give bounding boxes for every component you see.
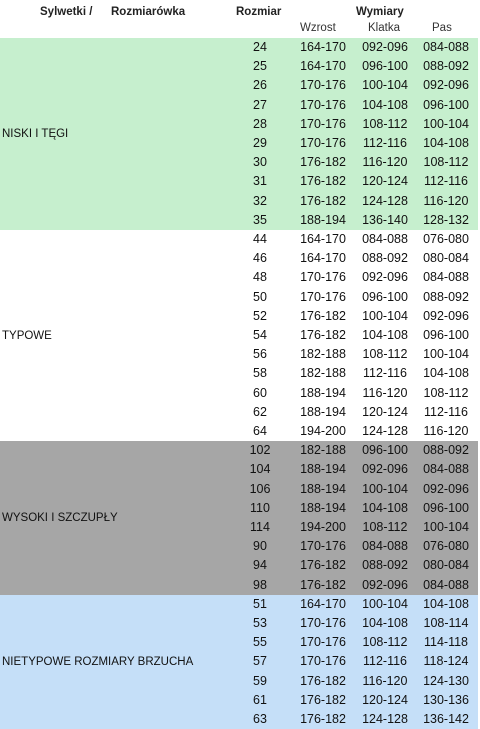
height-cell: 170-176 [300, 116, 346, 131]
chest-cell: 108-112 [362, 635, 408, 650]
waist-cell: 084-088 [423, 462, 469, 477]
height-cell: 194-200 [300, 424, 346, 438]
waist-cell: 108-112 [423, 385, 469, 400]
height-cell: 164-170 [300, 232, 346, 246]
table-row [0, 460, 478, 479]
chest-cell: 100-104 [362, 481, 408, 496]
waist-cell: 114-118 [423, 635, 469, 650]
size-cell: 94 [253, 558, 267, 573]
chest-cell: 084-088 [362, 232, 408, 246]
height-cell: 170-176 [300, 615, 346, 630]
height-cell: 188-194 [300, 481, 346, 496]
table-row [0, 192, 478, 211]
size-cell: 50 [253, 289, 267, 304]
height-cell: 176-182 [300, 673, 346, 688]
height-cell: 170-176 [300, 654, 346, 669]
table-row [0, 576, 478, 595]
size-cell: 52 [253, 308, 267, 323]
size-cell: 35 [253, 212, 267, 227]
size-cell: 59 [253, 673, 267, 688]
chest-cell: 108-112 [362, 347, 408, 362]
table-row [0, 153, 478, 172]
size-cell: 51 [253, 596, 267, 611]
height-cell: 164-170 [300, 596, 346, 611]
waist-cell: 116-120 [423, 193, 469, 208]
waist-cell: 130-136 [423, 692, 469, 707]
size-cell: 55 [253, 635, 267, 650]
height-cell: 176-182 [300, 155, 346, 170]
height-cell: 182-188 [300, 347, 346, 362]
waist-cell: 108-114 [423, 615, 469, 630]
chest-cell: 120-124 [362, 404, 408, 419]
table-row [0, 518, 478, 537]
waist-cell: 084-088 [423, 40, 469, 54]
group-label: NIETYPOWE ROZMIARY BRZUCHA [2, 655, 194, 668]
height-cell: 176-182 [300, 558, 346, 573]
size-cell: 63 [253, 711, 267, 726]
header-rozmiarowka: Rozmiarówka [111, 6, 186, 18]
size-cell: 46 [253, 251, 267, 266]
waist-cell: 104-108 [423, 366, 469, 381]
table-row [0, 268, 478, 287]
chest-cell: 116-120 [362, 385, 408, 400]
size-cell: 56 [253, 347, 267, 362]
height-cell: 176-182 [300, 711, 346, 726]
height-cell: 182-188 [300, 366, 346, 381]
waist-cell: 100-104 [423, 347, 469, 362]
size-cell: 62 [253, 404, 267, 419]
size-cell: 30 [253, 155, 267, 170]
table-row [0, 364, 478, 383]
table-row [0, 441, 478, 460]
size-cell: 64 [253, 424, 267, 438]
height-cell: 170-176 [300, 635, 346, 650]
chest-cell: 096-100 [362, 59, 408, 74]
height-cell: 176-182 [300, 328, 346, 342]
chest-cell: 124-128 [362, 711, 408, 726]
header-wymiary: Wymiary [356, 6, 404, 18]
table-row [0, 230, 478, 249]
size-cell: 44 [253, 232, 267, 246]
waist-cell: 076-080 [423, 539, 469, 554]
waist-cell: 116-120 [423, 424, 469, 438]
table-row [0, 672, 478, 691]
chest-cell: 124-128 [362, 193, 408, 208]
size-cell: 102 [249, 443, 271, 458]
chest-cell: 112-116 [362, 136, 408, 150]
table-row [0, 710, 478, 729]
waist-cell: 112-116 [423, 404, 469, 419]
waist-cell: 088-092 [423, 59, 469, 74]
chest-cell: 120-124 [362, 174, 408, 189]
waist-cell: 104-108 [423, 596, 469, 611]
waist-cell: 096-100 [423, 97, 469, 112]
table-row [0, 249, 478, 268]
height-cell: 188-194 [300, 404, 346, 419]
table-row [0, 38, 478, 57]
table-row [0, 480, 478, 499]
size-cell: 31 [253, 174, 267, 189]
size-cell: 25 [253, 59, 267, 74]
chest-cell: 108-112 [362, 519, 408, 534]
height-cell: 176-182 [300, 577, 346, 592]
height-cell: 182-188 [300, 443, 346, 458]
group-label: NISKI I TĘGI [2, 128, 69, 140]
chest-cell: 104-108 [362, 500, 408, 515]
size-cell: 57 [253, 654, 267, 669]
size-cell: 60 [253, 385, 267, 400]
size-cell: 26 [253, 78, 267, 93]
height-cell: 188-194 [300, 212, 346, 227]
chest-cell: 116-120 [362, 155, 408, 170]
chest-cell: 108-112 [362, 116, 408, 131]
size-cell: 53 [253, 615, 267, 630]
height-cell: 164-170 [300, 251, 346, 266]
size-cell: 58 [253, 366, 267, 381]
chest-cell: 088-092 [362, 251, 408, 266]
size-cell: 106 [249, 481, 271, 496]
height-cell: 170-176 [300, 289, 346, 304]
size-cell: 28 [253, 116, 267, 131]
height-cell: 170-176 [300, 270, 346, 285]
header-sylwetki: Sylwetki / [40, 6, 93, 18]
table-row [0, 172, 478, 191]
chest-cell: 112-116 [362, 654, 408, 669]
chest-cell: 104-108 [362, 615, 408, 630]
waist-cell: 088-092 [423, 443, 469, 458]
height-cell: 176-182 [300, 308, 346, 323]
table-row [0, 556, 478, 575]
height-cell: 176-182 [300, 174, 346, 189]
chest-cell: 092-096 [362, 270, 408, 285]
group-block [0, 230, 478, 441]
height-cell: 194-200 [300, 519, 346, 534]
chest-cell: 096-100 [362, 289, 408, 304]
chest-cell: 120-124 [362, 692, 408, 707]
table-row [0, 115, 478, 134]
table-row [0, 691, 478, 710]
height-cell: 170-176 [300, 539, 346, 554]
header-rozmiar: Rozmiar [236, 6, 282, 18]
waist-cell: 104-108 [423, 136, 469, 150]
table-row [0, 633, 478, 652]
waist-cell: 084-088 [423, 270, 469, 285]
table-row [0, 499, 478, 518]
waist-cell: 096-100 [423, 328, 469, 342]
waist-cell: 084-088 [423, 577, 469, 592]
table-row [0, 537, 478, 556]
chest-cell: 100-104 [362, 308, 408, 323]
waist-cell: 124-130 [423, 673, 469, 688]
waist-cell: 112-116 [423, 174, 469, 189]
size-cell: 98 [253, 577, 267, 592]
waist-cell: 088-092 [423, 289, 469, 304]
waist-cell: 080-084 [423, 558, 469, 573]
chest-cell: 092-096 [362, 577, 408, 592]
size-cell: 61 [253, 692, 267, 707]
chest-cell: 092-096 [362, 40, 408, 54]
chest-cell: 100-104 [362, 78, 408, 93]
table-row [0, 422, 478, 441]
height-cell: 176-182 [300, 193, 346, 208]
group-block [0, 441, 478, 595]
header-wzrost: Wzrost [300, 22, 336, 34]
chest-cell: 124-128 [362, 424, 408, 438]
size-cell: 32 [253, 193, 267, 208]
table-row [0, 403, 478, 422]
chest-cell: 112-116 [362, 366, 408, 381]
waist-cell: 118-124 [423, 654, 469, 669]
height-cell: 170-176 [300, 78, 346, 93]
table-row [0, 134, 478, 153]
height-cell: 170-176 [300, 97, 346, 112]
height-cell: 176-182 [300, 692, 346, 707]
waist-cell: 080-084 [423, 251, 469, 266]
height-cell: 164-170 [300, 40, 346, 54]
chest-cell: 116-120 [362, 673, 408, 688]
waist-cell: 136-142 [423, 711, 469, 726]
table-row [0, 652, 478, 671]
table-row [0, 345, 478, 364]
size-cell: 104 [249, 462, 271, 477]
table-row [0, 326, 478, 345]
waist-cell: 076-080 [423, 232, 469, 246]
height-cell: 188-194 [300, 500, 346, 515]
waist-cell: 092-096 [423, 308, 469, 323]
header-klatka: Klatka [368, 22, 400, 34]
group-label: TYPOWE [2, 329, 52, 342]
table-row [0, 211, 478, 230]
chest-cell: 100-104 [362, 596, 408, 611]
chest-cell: 096-100 [362, 443, 408, 458]
waist-cell: 096-100 [423, 500, 469, 515]
waist-cell: 092-096 [423, 481, 469, 496]
chest-cell: 136-140 [362, 212, 408, 227]
size-cell: 90 [253, 539, 267, 554]
waist-cell: 128-132 [423, 212, 469, 227]
table-row [0, 595, 478, 614]
height-cell: 188-194 [300, 385, 346, 400]
size-cell: 114 [250, 519, 270, 534]
chest-cell: 104-108 [362, 328, 408, 342]
chest-cell: 088-092 [362, 558, 408, 573]
table-row [0, 614, 478, 633]
table-row [0, 57, 478, 76]
waist-cell: 100-104 [423, 116, 469, 131]
height-cell: 164-170 [300, 59, 346, 74]
group-block [0, 595, 478, 729]
table-row [0, 307, 478, 326]
group-block [0, 38, 478, 230]
size-cell: 27 [253, 97, 267, 112]
waist-cell: 108-112 [423, 155, 469, 170]
chest-cell: 084-088 [362, 539, 408, 554]
table-row [0, 76, 478, 95]
chest-cell: 092-096 [362, 462, 408, 477]
size-cell: 54 [253, 328, 267, 342]
header-pas: Pas [432, 22, 452, 34]
waist-cell: 100-104 [423, 519, 469, 534]
table-row [0, 96, 478, 115]
chest-cell: 104-108 [362, 97, 408, 112]
size-cell: 29 [253, 136, 267, 150]
size-cell: 48 [253, 270, 267, 285]
height-cell: 188-194 [300, 462, 346, 477]
size-cell: 24 [253, 40, 267, 54]
table-row [0, 288, 478, 307]
waist-cell: 092-096 [423, 78, 469, 93]
table-row [0, 384, 478, 403]
size-cell: 110 [250, 500, 270, 515]
group-label: WYSOKI I SZCZUPŁY [2, 511, 118, 524]
height-cell: 170-176 [300, 136, 346, 150]
